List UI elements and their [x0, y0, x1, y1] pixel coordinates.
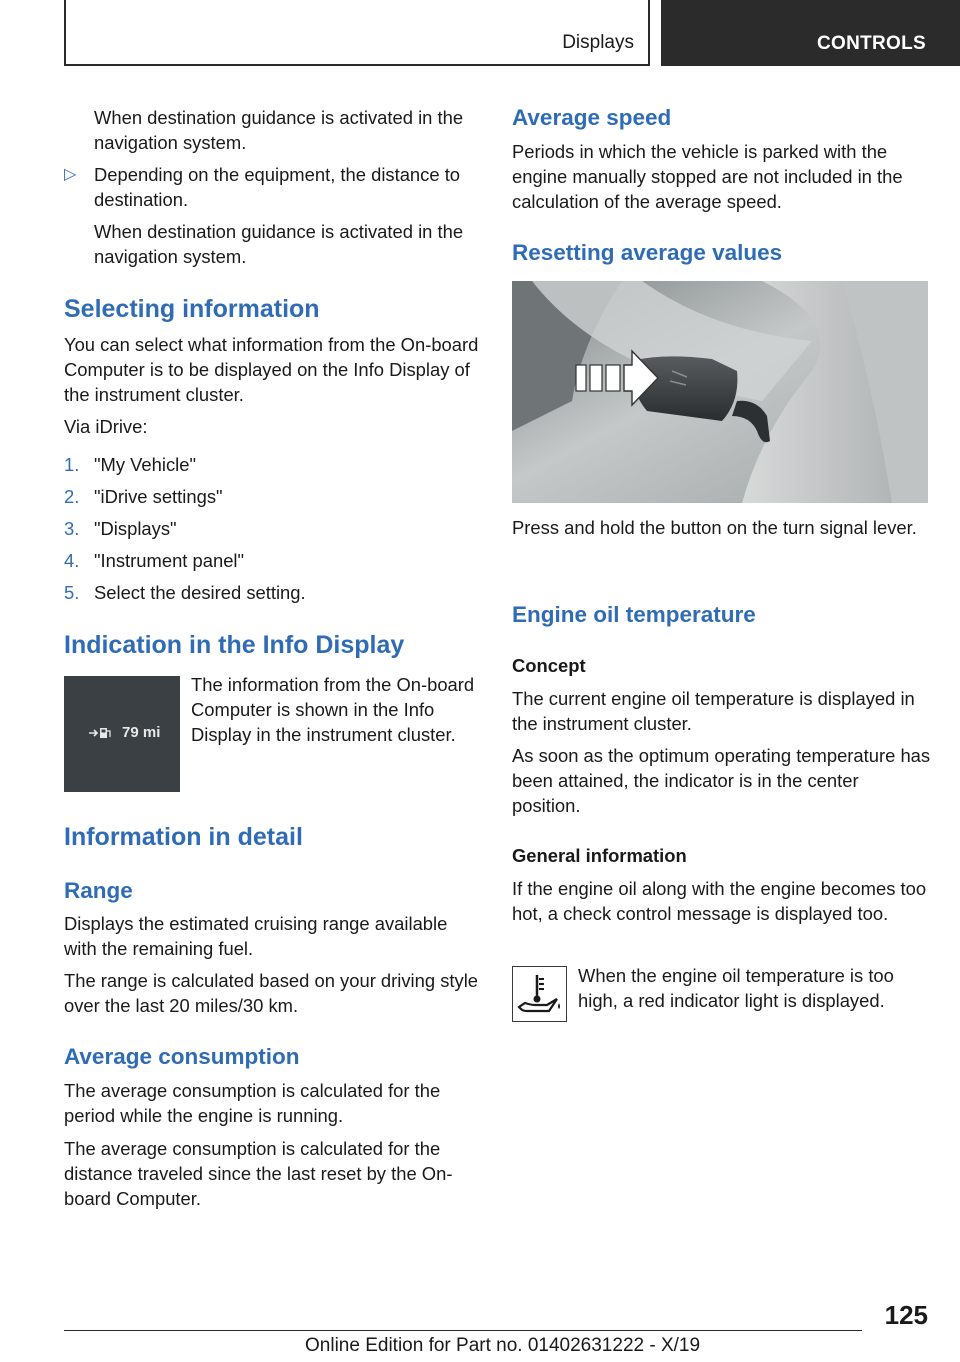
avg-speed-text: Periods in which the vehicle is parked with the engine manually stopped are not included in the calculation of the average speed. — [512, 141, 903, 212]
step-number: 1. — [64, 454, 80, 475]
step-text: "My Vehicle" — [94, 454, 196, 475]
heading-general-information: General information — [512, 845, 687, 866]
guidance-note-1: When destination guidance is activated in the navigation system. — [94, 107, 464, 153]
heading-range: Range — [64, 878, 133, 903]
guidance-note-2: When destination guidance is activated in the navigation system. — [94, 221, 464, 267]
header-section-title: Displays — [562, 32, 634, 53]
step-number: 4. — [64, 550, 80, 571]
step-text: Select the desired setting. — [94, 582, 306, 603]
header-section-box — [64, 0, 650, 66]
header-chapter-title: CONTROLS — [816, 33, 926, 54]
range-text-2: The range is calculated based on your driving style over the last 20 miles/30 km. — [64, 970, 479, 1016]
page-number: 125 — [884, 1300, 928, 1330]
bullet-triangle-icon: ▷ — [64, 166, 77, 183]
step-text: "Displays" — [94, 518, 177, 539]
step-text: "Instrument panel" — [94, 550, 245, 571]
step-number: 2. — [64, 486, 80, 507]
step-number: 3. — [64, 518, 80, 539]
reset-caption: Press and hold the button on the turn signal lever. — [512, 517, 917, 538]
via-idrive: Via iDrive: — [64, 416, 148, 437]
concept-text-1: The current engine oil temperature is displayed in the instrument cluster. — [512, 688, 915, 734]
heading-average-speed: Average speed — [512, 105, 672, 130]
concept-text-2: As soon as the optimum operating temperature has been attained, the indicator is in the center position. — [512, 745, 931, 816]
bullet-distance: Depending on the equipment, the distance to destination. — [94, 164, 461, 210]
general-text: If the engine oil along with the engine becomes too hot, a check control message is displayed too. — [512, 878, 927, 924]
footer-divider — [64, 1330, 862, 1331]
footer-edition: Online Edition for Part no. 01402631222 - X/19 — [305, 1335, 701, 1356]
heading-concept: Concept — [512, 655, 586, 676]
step-text: "iDrive settings" — [94, 486, 223, 507]
header-chapter-tab — [661, 0, 960, 66]
heading-indication-info-display: Indication in the Info Display — [64, 631, 405, 659]
selecting-text: You can select what information from the On-board Computer is to be displayed on the Info Display of the instrument cluster. — [64, 334, 479, 405]
heading-selecting-information: Selecting information — [64, 295, 320, 323]
range-value: 79 mi — [122, 724, 161, 741]
heading-resetting-average-values: Resetting average values — [512, 240, 783, 265]
fuel-pump-icon — [88, 726, 114, 743]
heading-engine-oil-temperature: Engine oil temperature — [512, 602, 756, 627]
range-text-1: Displays the estimated cruising range available with the remaining fuel. — [64, 913, 448, 959]
turn-signal-lever-photo — [512, 281, 928, 503]
step-number: 5. — [64, 582, 80, 603]
heading-information-detail: Information in detail — [64, 823, 303, 851]
oil-warning-text: When the engine oil temperature is too high, a red indicator light is displayed. — [578, 965, 894, 1011]
indication-text: The information from the On-board Computer is shown in the Info Display in the instrument cluster. — [191, 674, 475, 745]
avg-consumption-text-1: The average consumption is calculated for the period while the engine is running. — [64, 1080, 441, 1126]
oil-temperature-warning-icon — [512, 966, 567, 1022]
avg-consumption-text-2: The average consumption is calculated for the distance traveled since the last reset by the On-board Computer. — [64, 1138, 453, 1209]
info-display-image — [64, 676, 180, 792]
heading-average-consumption: Average consumption — [64, 1044, 300, 1069]
